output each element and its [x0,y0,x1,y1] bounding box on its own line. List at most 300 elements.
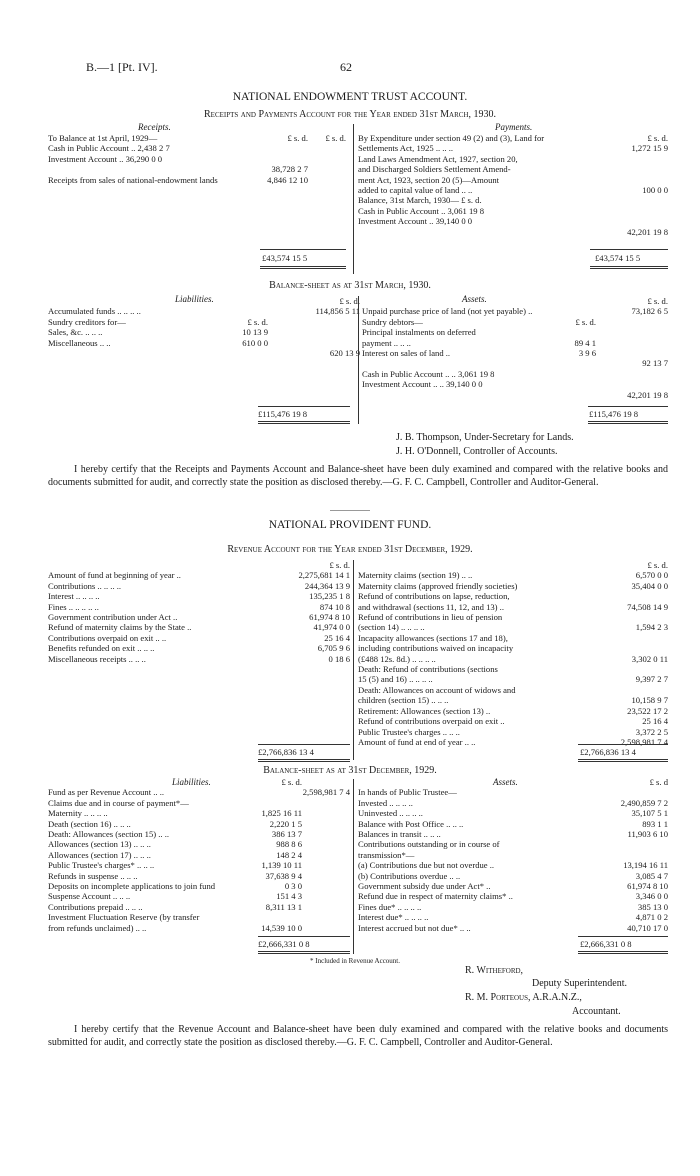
row-label: Miscellaneous .. .. [48,337,111,348]
row-amount [302,839,350,849]
row-label: In hands of Public Trustee— [358,787,457,798]
table-row [48,581,350,591]
total-double-rule [258,421,350,424]
row-amount [536,296,596,306]
row-label [48,164,248,174]
row-amount [302,808,350,818]
revenue-left-total: £2,766,836 13 4 [258,747,314,757]
row-amount: 1,825 16 11 [261,808,302,819]
row-label: Miscellaneous receipts .. .. .. [48,653,146,664]
row-amount: 135,235 1 8 [309,591,350,602]
row-label: Refund of contributions on lapse, reduction, [358,591,510,602]
npf-bs-title: Balance-sheet as at 31st December, 1929. [263,765,437,776]
row-label: (£488 12s. 8d.) .. .. .. .. [358,653,436,664]
row-label: Settlements Act, 1925 .. .. .. [358,143,454,154]
row-label [358,560,574,570]
table-row [362,338,668,348]
row-label: Allowances (section 17) .. .. .. [48,849,151,860]
row-amount: 100 0 0 [642,185,668,196]
row-label: (a) Contributions due but not overdue .. [358,860,495,871]
table-row [358,560,668,570]
assets-label: Assets. [462,294,487,304]
row-label: Incapacity allowances (sections 17 and 18), [358,632,508,643]
table-row [48,622,350,632]
row-amount [268,327,360,337]
table-row [358,674,668,684]
row-amount: 874 10 8 [319,601,350,612]
row-amount [604,154,668,164]
signature-porteous: R. M. Porteous, A.R.A.N.Z., [465,992,582,1003]
row-amount: £ s. d. [647,296,668,306]
table-row [358,860,668,870]
total-double-rule [258,759,350,762]
row-label: Government contribution under Act .. [48,612,178,623]
row-amount: 40,710 17 0 [627,922,668,933]
row-amount: 6,570 0 0 [635,570,668,581]
row-label: Death: Refund of contributions (sections [358,664,498,675]
row-label: children (section 15) .. .. .. [358,695,449,706]
row-amount [302,777,350,787]
npf-certificate: I hereby certify that the Revenue Account and Balance-sheet have been duly examined and compared with the relative books and documents submitted for audit, and correctly state the position as disclosed thereby.—G. F. C. Campbell, Controller and Auditor-General. [48,1024,668,1048]
row-amount: 74,508 14 9 [627,601,668,612]
row-label: and Discharged Soldiers Settlement Amend- [358,164,511,175]
table-row [48,902,350,912]
row-label: Public Trustee's charges* .. .. .. [48,860,155,871]
row-amount: 42,201 19 8 [627,389,668,400]
payments-label: Payments. [495,122,533,132]
column-divider [353,560,354,760]
section-divider [330,510,370,511]
row-amount: 2,598,981 7 4 [302,787,350,798]
row-amount: 61,974 8 10 [627,881,668,892]
row-amount: 1,594 2 3 [635,622,668,633]
total-rule [578,744,668,745]
payments-table [358,133,668,237]
row-amount [574,633,668,643]
row-amount [302,819,350,829]
table-row [48,860,350,870]
total-rule [258,744,350,745]
table-row [48,839,350,849]
row-label: Refund of contributions in lieu of pension [358,612,503,623]
table-row [358,654,668,664]
row-amount [536,358,596,368]
row-label: Fines due* .. .. .. .. [358,901,422,912]
row-amount [208,296,268,306]
npf-assets-total: £2,666,331 0 8 [580,939,632,949]
row-label: By Expenditure under section 49 (2) and (3), Land for [358,133,545,143]
table-row [358,216,668,226]
table-row [362,369,668,379]
row-label: Retirement: Allowances (section 13) .. [358,705,491,716]
row-amount [268,317,360,327]
row-label: Interest .. .. .. .. [48,591,100,602]
signature-witheford: R. Witheford, [465,965,524,976]
table-row [358,808,668,818]
table-row [358,727,668,737]
row-amount [574,591,668,601]
row-amount: 73,182 6 5 [631,306,668,317]
table-row [358,871,668,881]
table-row [358,622,668,632]
row-amount [302,860,350,870]
row-label: To Balance at 1st April, 1929— [48,133,158,143]
row-label: (b) Contributions overdue .. .. [358,870,461,881]
total-double-rule [260,266,346,269]
column-divider [353,124,354,274]
table-row [358,570,668,580]
footnote: * Included in Revenue Account. [310,957,401,965]
row-label: Death: Allowances (section 15) .. .. [48,829,169,840]
receipts-label: Receipts. [138,122,171,132]
total-rule [578,936,668,937]
row-amount: 3,372 2 5 [635,726,668,737]
table-row [48,871,350,881]
row-label: Interest accrued but not due* .. .. [358,922,471,933]
row-label: Suspense Account .. .. .. [48,891,131,902]
row-amount [596,317,668,327]
row-amount [596,379,668,389]
signature-witheford-title: Deputy Superintendent. [532,978,627,989]
row-amount [268,338,360,348]
row-amount [208,306,268,316]
table-row [358,612,668,622]
row-label: Maternity claims (approved friendly societies) [358,580,518,591]
table-row [358,881,668,891]
row-amount: 13,194 16 11 [623,860,668,871]
row-amount [302,798,350,808]
row-amount [308,175,346,185]
row-amount [596,369,668,379]
row-amount: £ s. d. [247,316,268,327]
row-amount: 893 1 1 [642,818,668,829]
row-amount: 11,903 6 10 [627,829,668,840]
row-amount [308,164,346,174]
table-row [358,685,668,695]
table-row [358,643,668,653]
row-amount [208,348,268,358]
row-amount [596,327,668,337]
row-label: Accumulated funds .. .. .. .. [48,306,141,317]
row-label: including contributions waived on incapacity [358,643,514,654]
table-row [48,612,350,622]
table-row [48,591,350,601]
row-amount [574,612,668,622]
total-double-rule [258,951,350,954]
npf-liabilities-label: Liabilities. [172,777,211,787]
table-row [358,891,668,901]
row-amount: 4,846 12 10 [267,174,308,185]
table-row [48,570,350,580]
row-label [48,777,244,787]
row-amount: 3,302 0 11 [631,653,668,664]
row-amount [308,143,346,153]
row-amount: 2,598,981 7 4 [620,736,668,747]
table-row [48,777,350,787]
row-label [362,358,536,368]
row-label: Contributions outstanding or in course of [358,839,500,850]
table-row [358,902,668,912]
row-label: Investment Account .. 39,140 0 0 [358,216,473,227]
row-label: Fines .. .. .. .. .. [48,601,99,612]
row-amount: £ s. d. [647,133,668,143]
table-row [358,695,668,705]
assets-total: £115,476 19 8 [589,409,639,419]
table-row [358,798,668,808]
table-row [358,912,668,922]
row-label: Amount of fund at beginning of year .. [48,570,181,581]
table-row [358,923,668,933]
total-double-rule [590,266,668,269]
npf-rev-title: Revenue Account for the Year ended 31st December, 1929. [227,544,473,555]
revenue-receipts-table [48,560,350,664]
receipts-total: £43,574 15 5 [262,253,308,263]
row-amount [604,195,668,205]
row-label: Balance with Post Office .. .. .. [358,818,464,829]
row-label [48,296,208,306]
row-label [358,227,604,237]
liabilities-table [48,296,360,358]
row-label: Refund of contributions overpaid on exit .. [358,716,505,727]
row-label: Interest on sales of land .. [362,348,451,359]
row-amount [574,685,668,695]
row-amount [302,850,350,860]
total-rule [258,406,350,407]
npf-assets-label: Assets. [493,777,518,787]
row-label: Invested .. .. .. .. [358,797,413,808]
row-amount [596,338,668,348]
row-label: Death (section 16) .. .. .. [48,818,131,829]
row-amount: 2,220 1 5 [269,818,302,829]
row-label: Allowances (section 13) .. .. .. [48,839,151,850]
table-row [358,154,668,164]
revenue-right-total: £2,766,836 13 4 [580,747,636,757]
row-amount [536,327,596,337]
row-amount: £ s. d. [281,777,302,787]
table-row [48,808,350,818]
table-row [358,737,668,747]
table-row [48,560,350,570]
revenue-payments-table [358,560,668,747]
row-amount: 37,638 9 4 [265,870,302,881]
row-label: (section 14) .. .. .. .. [358,622,425,633]
row-amount [572,787,668,797]
table-row [48,798,350,808]
total-double-rule [578,759,668,762]
table-row [362,327,668,337]
row-amount: 0 3 0 [284,881,302,892]
row-amount: 35,404 0 0 [631,580,668,591]
row-amount: £ s. d. [575,316,596,327]
assets-table [362,296,668,400]
table-row [358,195,668,205]
row-amount [536,306,596,316]
row-amount [604,206,668,216]
npf-assets-table [358,777,668,933]
nea-title: NATIONAL ENDOWMENT TRUST ACCOUNT. [232,91,468,103]
row-amount: 41,974 0 0 [313,622,350,633]
table-row [358,664,668,674]
payments-total: £43,574 15 5 [595,253,641,263]
signature-porteous-title: Accountant. [572,1006,621,1017]
row-label: Sales, &c. .. .. .. [48,327,103,338]
row-amount: 114,856 5 11 [315,306,360,317]
row-amount: 244,364 13 9 [304,580,350,591]
document-reference: B.—1 [Pt. IV]. [86,60,158,74]
npf-liabilities-total: £2,666,331 0 8 [258,939,310,949]
table-row [358,206,668,216]
row-label: Uninvested .. .. .. .. [358,808,423,819]
total-rule [258,936,350,937]
row-label: added to capital value of land .. .. [358,185,473,196]
row-amount [302,881,350,891]
row-label: Maternity .. .. .. .. [48,808,108,819]
row-label [48,348,208,358]
row-amount: 92 13 7 [642,358,668,369]
row-label: Interest due* .. .. .. .. [358,912,429,923]
row-amount: 988 8 6 [276,839,302,850]
row-label: 15 (5) and 16) .. .. .. .. [358,674,433,685]
row-amount [536,379,596,389]
total-double-rule [578,951,668,954]
table-row [362,358,668,368]
total-double-rule [588,421,668,424]
row-label [358,777,572,787]
row-label: transmission*— [358,849,415,860]
table-row [362,317,668,327]
row-amount: 42,201 19 8 [627,226,668,237]
signature-thompson: J. B. Thompson, Under-Secretary for Lands. [396,432,574,443]
row-label [362,390,536,400]
row-amount: £ s. d. [287,133,308,143]
row-amount: 35,107 5 1 [631,808,668,819]
row-label: Maternity claims (section 19) .. .. [358,570,473,581]
table-row [362,306,668,316]
row-amount: £ s. d. [647,560,668,570]
row-label [48,560,252,570]
table-row [48,175,346,185]
receipts-table [48,133,346,185]
nea-rp-title: Receipts and Payments Account for the Year ended 31st March, 1930. [204,109,496,120]
row-amount: 3 9 6 [578,348,596,359]
nea-certificate: I hereby certify that the Receipts and Payments Account and Balance-sheet have been duly examined and compared with the relative books and documents submitted for audit, and correctly state the position as disclosed thereby.—G. F. C. Campbell, Controller and Auditor-General. [48,464,668,488]
row-label: Fund as per Revenue Account .. .. [48,787,164,798]
row-label: Receipts from sales of national-endowment lands [48,174,218,185]
row-amount [302,829,350,839]
row-label: Cash in Public Account .. 3,061 19 8 [358,205,485,216]
row-amount: 1,272 15 9 [631,143,668,154]
row-amount [604,216,668,226]
table-row [358,716,668,726]
table-row [48,143,346,153]
row-label: Death: Allowances on account of widows and [358,684,516,695]
table-row [48,850,350,860]
table-row [362,348,668,358]
row-label: Claims due and in course of payment*— [48,797,189,808]
npf-title: NATIONAL PROVIDENT FUND. [268,519,432,531]
table-row [358,819,668,829]
liabilities-label: Liabilities. [175,294,214,304]
row-amount: 620 13 9 [329,348,360,359]
table-row [358,133,668,143]
total-rule [260,249,346,250]
row-amount [244,798,302,808]
row-label: Cash in Public Account .. 2,438 2 7 [48,143,170,154]
row-amount [244,787,302,797]
table-row [48,602,350,612]
row-label: Public Trustee's charges .. .. .. [358,726,460,737]
row-amount [572,850,668,860]
row-label: Refund due in respect of maternity claims* .. [358,891,513,902]
row-amount [574,664,668,674]
row-label: Investment Fluctuation Reserve (by transfer [48,912,200,923]
column-divider [353,779,354,954]
table-row [48,654,350,664]
table-row [358,787,668,797]
row-amount: 385 13 0 [637,901,668,912]
total-rule [590,249,668,250]
table-row [48,643,350,653]
table-row [362,379,668,389]
row-amount [302,923,350,933]
table-row [48,306,360,316]
table-row [358,175,668,185]
row-label: payment .. .. .. [362,337,411,348]
table-row [48,164,346,174]
row-amount: 25 16 4 [642,716,668,727]
table-row [48,133,346,143]
row-amount: £ s. d. [339,296,360,306]
row-label: Sundry creditors for— [48,316,126,327]
row-amount: 2,275,681 14 1 [298,570,350,581]
liabilities-total: £115,476 19 8 [258,409,308,419]
row-label: from refunds unclaimed) .. .. [48,922,147,933]
row-amount [244,912,302,922]
row-amount [604,164,668,174]
row-amount [308,154,346,164]
row-amount: 9,397 2 7 [635,674,668,685]
table-row [358,143,668,153]
table-row [48,154,346,164]
table-row [48,348,360,358]
row-label: Investment Account .. .. 39,140 0 0 [362,379,483,390]
table-row [362,390,668,400]
table-row [48,819,350,829]
row-amount [596,348,668,358]
row-amount: 23,522 17 2 [627,705,668,716]
row-amount: 2,490,859 7 2 [620,797,668,808]
table-row [358,706,668,716]
table-row [358,591,668,601]
row-amount: 0 18 6 [328,653,350,664]
row-amount [536,390,596,400]
row-amount [572,839,668,849]
row-amount: 386 13 7 [271,829,302,840]
row-amount: 25 16 4 [324,632,350,643]
table-row [48,338,360,348]
row-label: Refunds in suspense .. .. .. [48,870,138,881]
table-row [358,633,668,643]
table-row [48,891,350,901]
row-label: Contributions .. .. .. .. [48,580,122,591]
row-label: Unpaid purchase price of land (not yet payable) .. [362,306,533,317]
row-amount [574,643,668,653]
row-label: Balances in transit .. .. .. [358,829,441,840]
table-row [48,923,350,933]
row-amount: 14,539 10 0 [261,922,302,933]
row-amount [536,369,596,379]
row-amount: 3,346 0 0 [635,891,668,902]
